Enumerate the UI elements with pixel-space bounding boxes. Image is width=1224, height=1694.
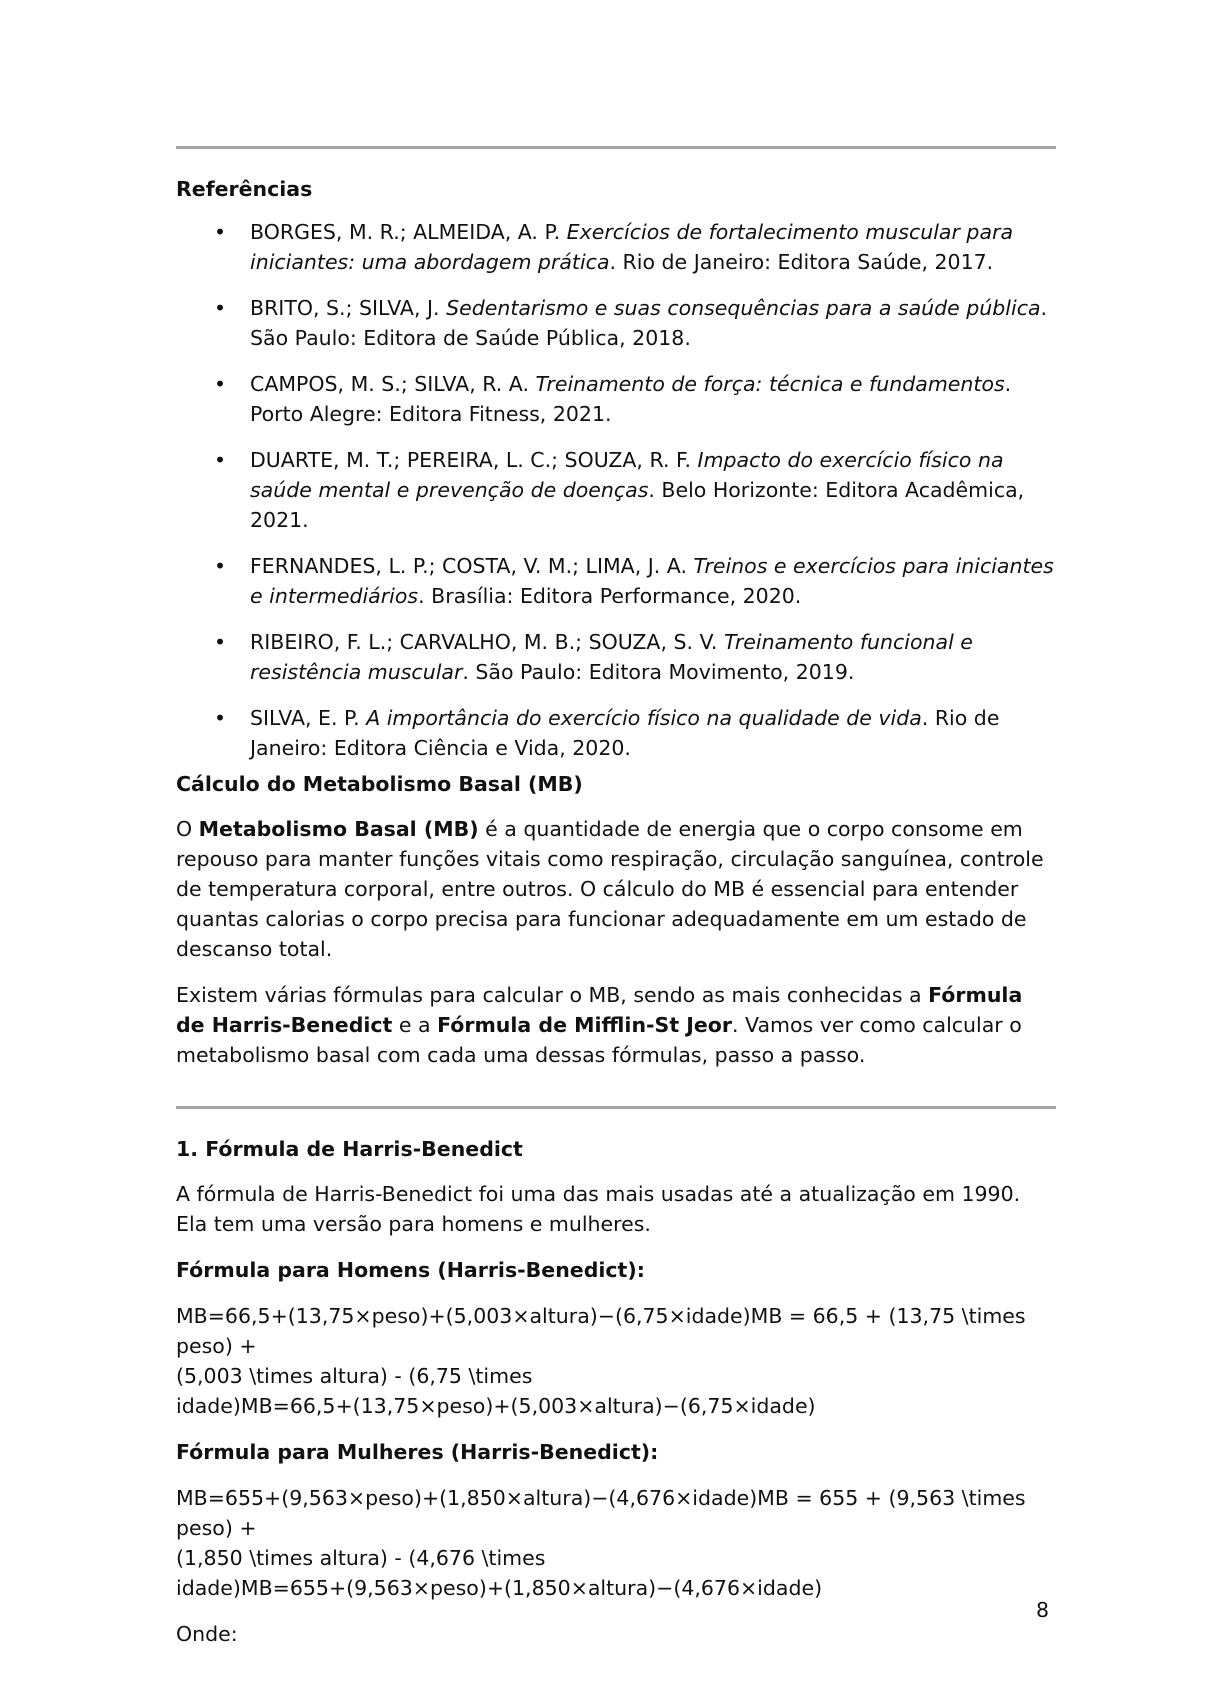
- horizontal-rule-middle: [176, 1106, 1056, 1109]
- reference-publisher: . São Paulo: Editora de Saúde Pública, 2018.: [250, 296, 1048, 350]
- text-run: . Vamos ver como calcular o metabolismo basal com cada uma dessas fórmulas, passo a passo.: [176, 1013, 1022, 1067]
- bullet-icon: •: [214, 554, 227, 578]
- reference-item: [176, 703, 1056, 763]
- bullet-icon: •: [214, 448, 227, 472]
- reference-publisher: . Rio de Janeiro: Editora Saúde, 2017.: [609, 250, 994, 274]
- onde-label: Onde:: [176, 1622, 238, 1646]
- reference-authors: DUARTE, M. T.; PEREIRA, L. C.; SOUZA, R. F.: [250, 448, 698, 472]
- mb-paragraph-2: [176, 980, 1056, 1070]
- reference-authors: FERNANDES, L. P.; COSTA, V. M.; LIMA, J. A.: [250, 554, 694, 578]
- reference-title: Sedentarismo e suas consequências para a saúde pública: [446, 296, 1041, 320]
- reference-item: [176, 369, 1056, 429]
- men-formula: [176, 1301, 1056, 1421]
- formula-line: idade)MB=66,5+(13,75×peso)+(5,003×altura)−(6,75×idade): [176, 1394, 816, 1418]
- formula-line: MB=655+(9,563×peso)+(1,850×altura)−(4,676×idade)MB = 655 + (9,563 \times peso) +: [176, 1486, 1026, 1540]
- bold-term: Fórmula de Harris-Benedict: [176, 983, 1023, 1037]
- references-heading: Referências: [176, 177, 313, 201]
- reference-publisher: . São Paulo: Editora Movimento, 2019.: [462, 660, 855, 684]
- mb-heading: Cálculo do Metabolismo Basal (MB): [176, 772, 583, 796]
- reference-publisher: . Belo Horizonte: Editora Acadêmica, 2021.: [250, 478, 1025, 532]
- harris-benedict-intro: A fórmula de Harris-Benedict foi uma das mais usadas até a atualização em 1990. Ela tem uma versão para homens e mulheres.: [176, 1182, 1021, 1236]
- reference-item: [176, 445, 1056, 535]
- bold-term: Fórmula de Mifflin-St Jeor: [437, 1013, 732, 1037]
- bullet-icon: •: [214, 372, 227, 396]
- bullet-icon: •: [214, 296, 227, 320]
- reference-authors: RIBEIRO, F. L.; CARVALHO, M. B.; SOUZA, S. V.: [250, 630, 724, 654]
- reference-authors: BRITO, S.; SILVA, J.: [250, 296, 447, 320]
- reference-title: Treinos e exercícios para iniciantes e intermediários: [250, 554, 1054, 608]
- mb-paragraph-1: [176, 814, 1056, 964]
- formula-line: MB=66,5+(13,75×peso)+(5,003×altura)−(6,75×idade)MB = 66,5 + (13,75 \times peso) +: [176, 1304, 1026, 1358]
- formula-line: (1,850 \times altura) - (4,676 \times: [176, 1546, 546, 1570]
- reference-title: Impacto do exercício físico na saúde mental e prevenção de doenças: [250, 448, 1004, 502]
- reference-item: [176, 293, 1056, 353]
- reference-item: [176, 627, 1056, 687]
- harris-benedict-heading: 1. Fórmula de Harris-Benedict: [176, 1137, 523, 1161]
- reference-title: Exercícios de fortalecimento muscular para iniciantes: uma abordagem prática: [250, 220, 1014, 274]
- horizontal-rule-top: [176, 146, 1056, 149]
- reference-authors: SILVA, E. P.: [250, 706, 367, 730]
- reference-title: Treinamento de força: técnica e fundamentos: [535, 372, 1005, 396]
- text-run: é a quantidade de energia que o corpo consome em repouso para manter funções vitais como respiração, circulação sanguínea, controle de temperatura corporal, entre outros. O cálculo do MB é essencial para entender quantas calorias o corpo precisa para funcionar adequadamente em um estado de descanso total.: [176, 817, 1044, 961]
- bullet-icon: •: [214, 706, 227, 730]
- formula-line: idade)MB=655+(9,563×peso)+(1,850×altura)−(4,676×idade): [176, 1576, 823, 1600]
- document-page: [176, 146, 1056, 1649]
- reference-publisher: . Rio de Janeiro: Editora Ciência e Vida, 2020.: [250, 706, 1000, 760]
- page-number: 8: [1036, 1598, 1050, 1622]
- text-run: O: [176, 817, 199, 841]
- women-formula: [176, 1483, 1056, 1603]
- reference-authors: CAMPOS, M. S.; SILVA, R. A.: [250, 372, 536, 396]
- text-run: Existem várias fórmulas para calcular o MB, sendo as mais conhecidas a: [176, 983, 929, 1007]
- formula-line: (5,003 \times altura) - (6,75 \times: [176, 1364, 533, 1388]
- text-run: e a: [392, 1013, 438, 1037]
- reference-title: Treinamento funcional e resistência muscular: [250, 630, 973, 684]
- references-list: [176, 217, 1056, 763]
- bullet-icon: •: [214, 630, 227, 654]
- bold-term: Metabolismo Basal (MB): [198, 817, 479, 841]
- bullet-icon: •: [214, 220, 227, 244]
- reference-authors: BORGES, M. R.; ALMEIDA, A. P.: [250, 220, 567, 244]
- women-formula-heading: Fórmula para Mulheres (Harris-Benedict):: [176, 1440, 659, 1464]
- reference-item: [176, 217, 1056, 277]
- reference-item: [176, 551, 1056, 611]
- reference-title: A importância do exercício físico na qualidade de vida: [366, 706, 922, 730]
- reference-publisher: . Brasília: Editora Performance, 2020.: [418, 584, 802, 608]
- men-formula-heading: Fórmula para Homens (Harris-Benedict):: [176, 1258, 645, 1282]
- reference-publisher: . Porto Alegre: Editora Fitness, 2021.: [250, 372, 1012, 426]
